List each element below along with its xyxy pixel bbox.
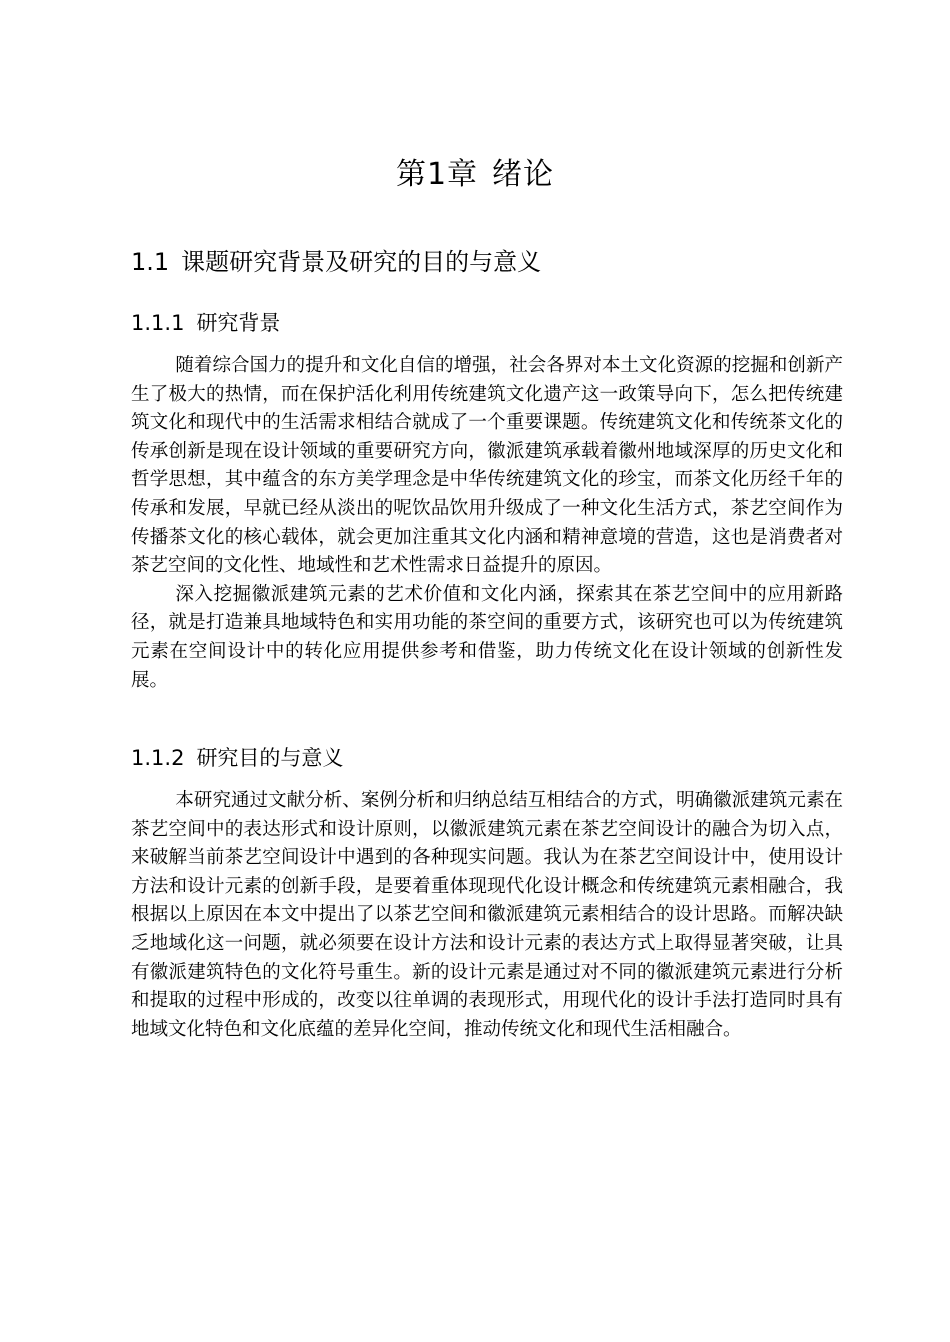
paragraph: 随着综合国力的提升和文化自信的增强，社会各界对本土文化资源的挖掘和创新产生了极大的热情，而在保护活化利用传统建筑文化遗产这一政策导向下，怎么把传统建筑文化和现代中的生活需求相结合就成了一个重要课题。传统建筑文化和传统茶文化的传承创新是现在设计领域的重要研究方向，徽派建筑承载着徽州地域深厚的历史文化和哲学思想，其中蕴含的东方美学理念是中华传统建筑文化的珍宝，而茶文化历经千年的传承和发展，早就已经从淡出的呢饮品饮用升级成了一种文化生活方式，茶艺空间作为传播茶文化的核心载体，就会更加注重其文化内涵和精神意境的营造，这也是消费者对茶艺空间的文化性、地域性和艺术性需求日益提升的原因。 xyxy=(131,355,843,577)
chapter-number: 第1章 xyxy=(395,157,479,192)
section-number: 1.1 xyxy=(131,248,170,276)
subsection-heading-background xyxy=(131,307,280,339)
subsection-number: 1.1.1 xyxy=(131,311,185,335)
paragraph: 本研究通过文献分析、案例分析和归纳总结互相结合的方式，明确徽派建筑元素在茶艺空间中的表达形式和设计原则，以徽派建筑元素在茶艺空间设计的融合为切入点，来破解当前茶艺空间设计中遇到的各种现实问题。我认为在茶艺空间设计中，使用设计方法和设计元素的创新手段，是要着重体现现代化设计概念和传统建筑元素相融合，我根据以上原因在本文中提出了以茶艺空间和徽派建筑元素相结合的设计思路。而解决缺乏地域化这一问题，就必须要在设计方法和设计元素的表达方式上取得显著突破，让具有徽派建筑特色的文化符号重生。新的设计元素是通过对不同的徽派建筑元素进行分析和提取的过程中形成的，改变以往单调的表现形式，用现代化的设计手法打造同时具有地域文化特色和文化底蕴的差异化空间，推动传统文化和现代生活相融合。 xyxy=(131,790,843,1040)
purpose-body xyxy=(131,787,843,1044)
subsection-title: 研究目的与意义 xyxy=(196,746,344,770)
background-body xyxy=(131,352,843,695)
chapter-name: 绪论 xyxy=(492,157,555,192)
section-title: 课题研究背景及研究的目的与意义 xyxy=(181,248,542,276)
subsection-number: 1.1.2 xyxy=(131,746,185,770)
subsection-title: 研究背景 xyxy=(196,311,281,335)
section-heading xyxy=(131,244,541,280)
chapter-title xyxy=(0,153,950,197)
subsection-heading-purpose xyxy=(131,742,343,774)
paragraph: 深入挖掘徽派建筑元素的艺术价值和文化内涵，探索其在茶艺空间中的应用新路径，就是打造兼具地域特色和实用功能的茶空间的重要方式，该研究也可以为传统建筑元素在空间设计中的转化应用提供参考和借鉴，助力传统文化在设计领域的创新性发展。 xyxy=(131,583,843,691)
